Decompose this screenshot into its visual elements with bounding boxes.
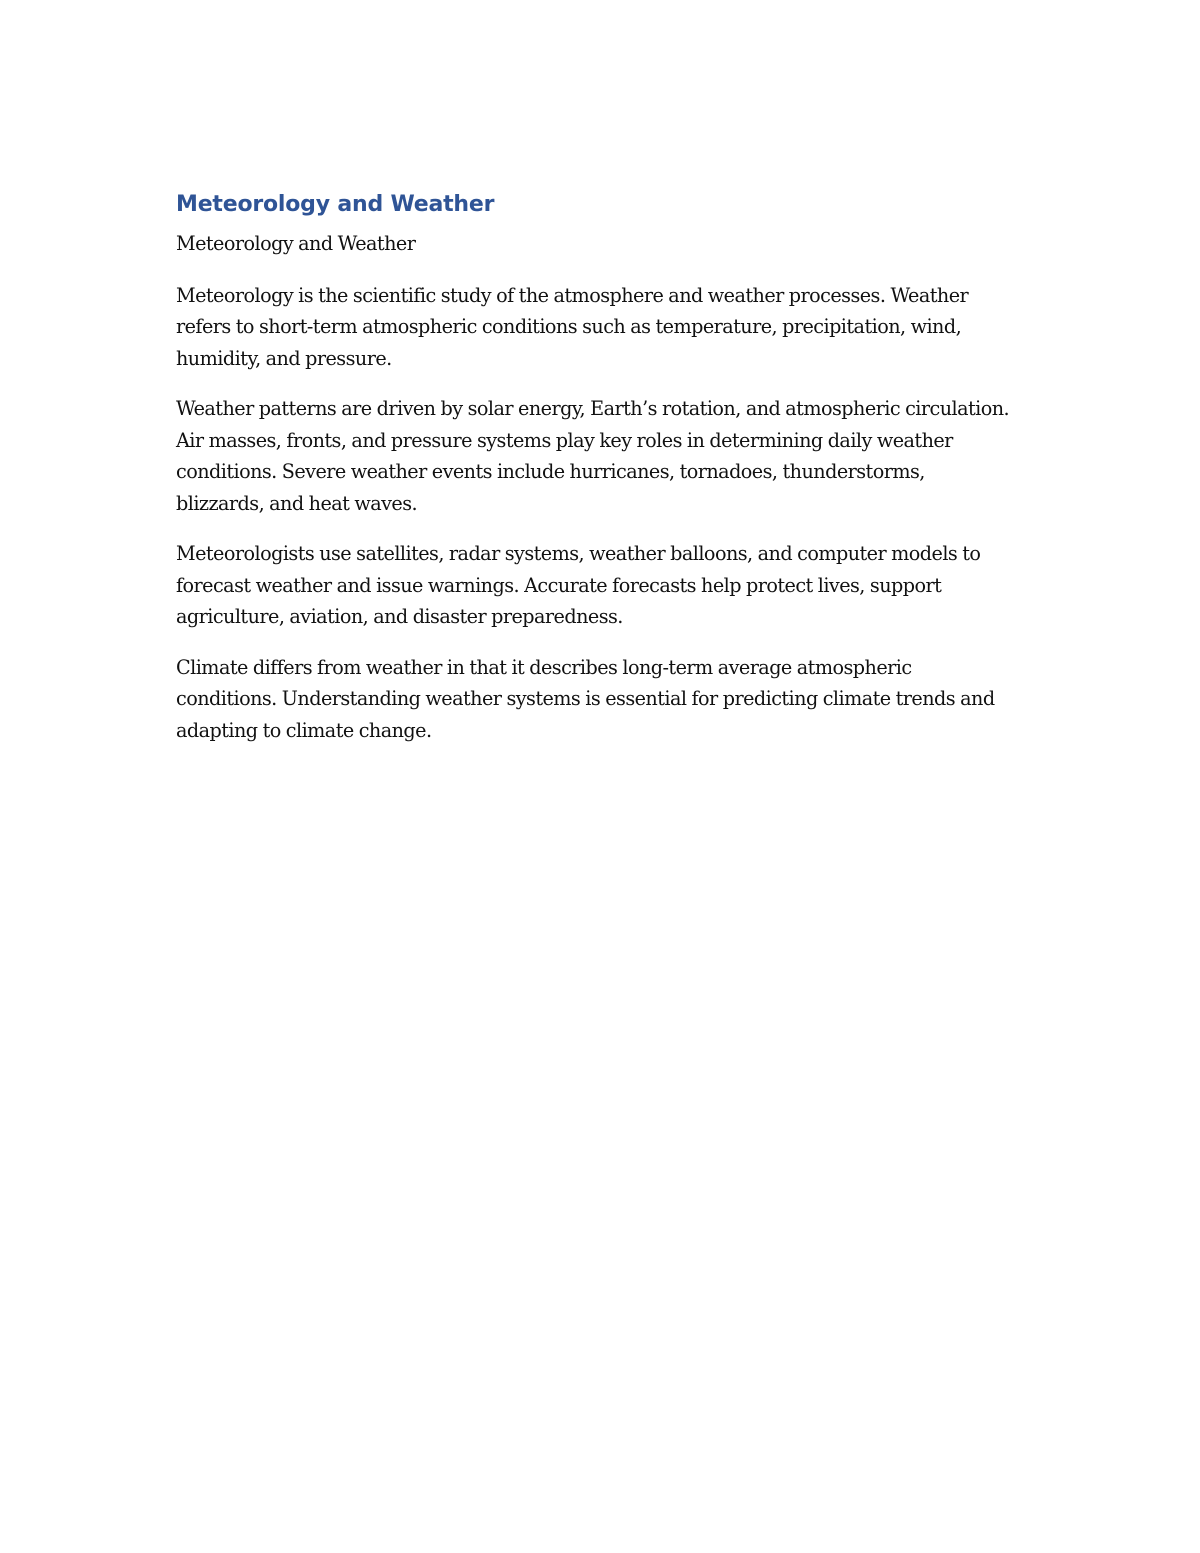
paragraph-weather-patterns: Weather patterns are driven by solar energy, Earth’s rotation, and atmospheric circulation. Air masses, fronts, and pressure systems play key roles in determining daily weather conditions. Severe weather events include hurricanes, tornadoes, thunderstorms, blizzards, and heat waves. xyxy=(176,397,1010,515)
document-heading: Meteorology and Weather xyxy=(176,192,495,217)
document-subtitle: Meteorology and Weather xyxy=(176,232,416,255)
paragraph-intro: Meteorology is the scientific study of the atmosphere and weather processes. Weather refers to short-term atmospheric conditions such as temperature, precipitation, wind, humidity, and pressure. xyxy=(176,283,969,370)
paragraph-climate: Climate differs from weather in that it describes long-term average atmospheric conditions. Understanding weather systems is essential for predicting climate trends and adapting to climate change. xyxy=(176,655,995,742)
document-body xyxy=(176,190,1016,765)
paragraph-forecasting: Meteorologists use satellites, radar systems, weather balloons, and computer models to forecast weather and issue warnings. Accurate forecasts help protect lives, support agriculture, aviation, and disaster preparedness. xyxy=(176,542,981,628)
